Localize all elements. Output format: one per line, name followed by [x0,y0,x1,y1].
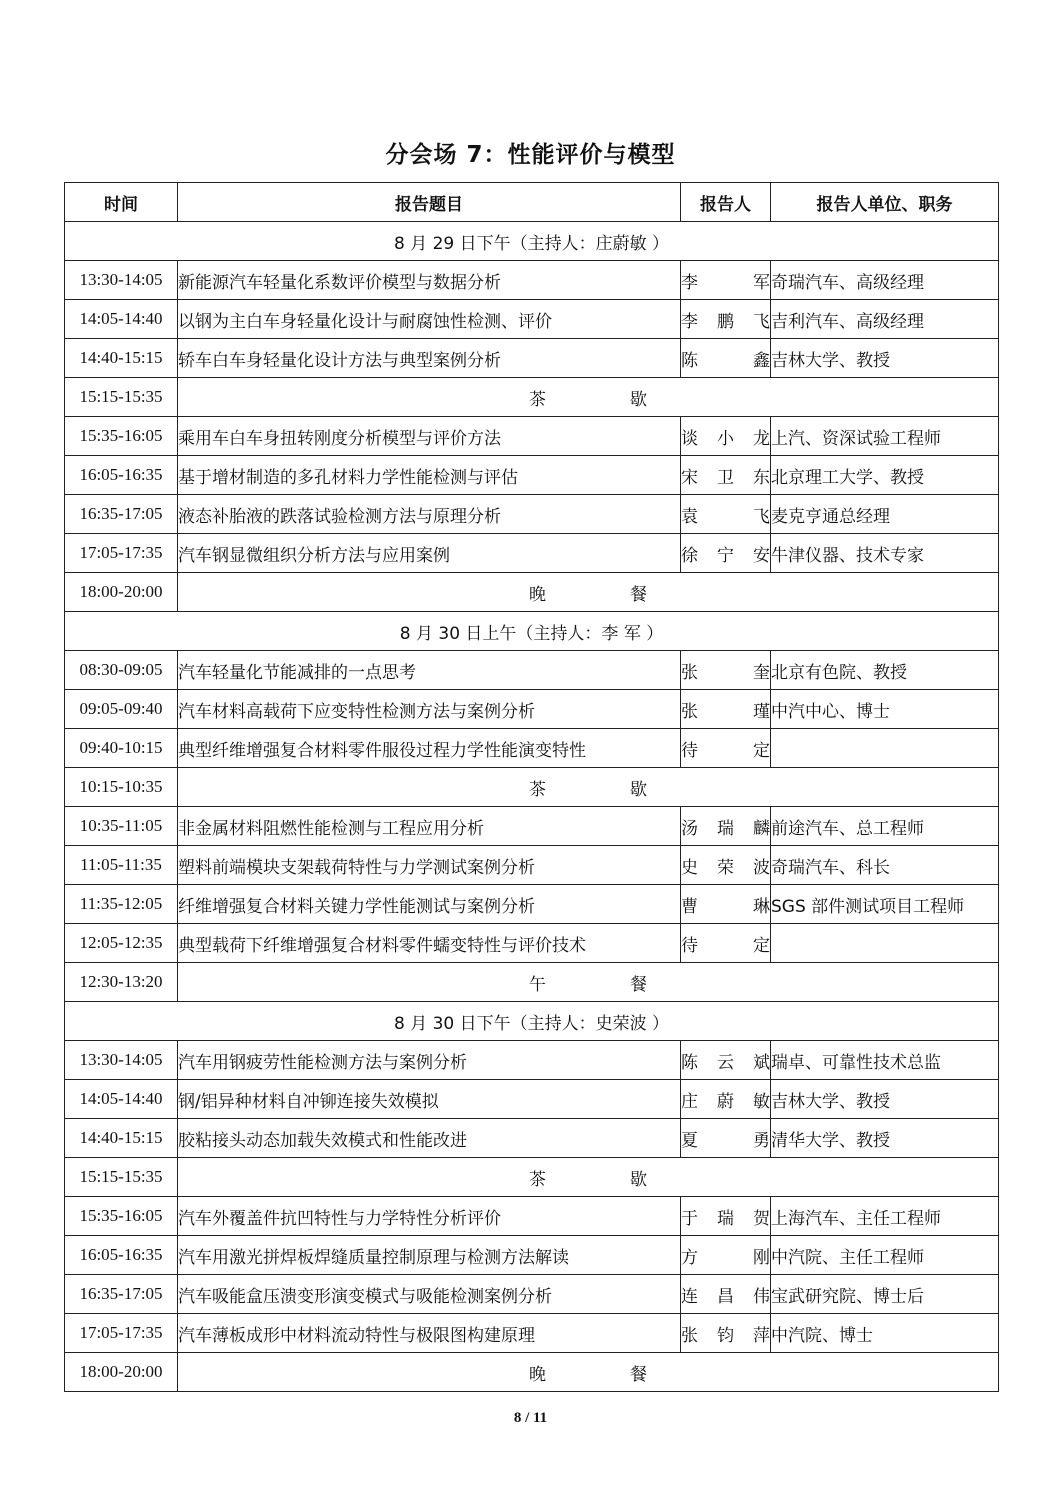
affiliation-cell: 清华大学、教授 [771,1119,999,1158]
time-cell: 11:35-12:05 [65,885,178,924]
speaker-cell [681,1197,771,1236]
speaker-name: 汤瑞麟 [681,818,770,839]
speaker-name: 宋卫东 [681,467,770,488]
talk-row [65,1275,999,1314]
talk-row [65,846,999,885]
header-topic: 报告题目 [178,183,681,222]
topic-cell: 基于增材制造的多孔材料力学性能检测与评估 [178,456,681,495]
page-number: 8 / 11 [513,1410,548,1426]
topic-cell: 以钢为主白车身轻量化设计与耐腐蚀性检测、评价 [178,300,681,339]
time-cell: 16:35-17:05 [65,1275,178,1314]
speaker-name: 待定 [681,935,770,956]
affiliation-cell: 麦克亨通总经理 [771,495,999,534]
talk-row [65,456,999,495]
talk-row [65,1197,999,1236]
topic-cell: 典型纤维增强复合材料零件服役过程力学性能演变特性 [178,729,681,768]
speaker-cell [681,1236,771,1275]
affiliation-cell: 瑞卓、可靠性技术总监 [771,1041,999,1080]
talk-row [65,1119,999,1158]
time-cell: 12:30-13:20 [65,963,178,1002]
break-cell [178,963,999,1002]
header-time: 时间 [65,183,178,222]
talk-row [65,300,999,339]
topic-cell: 新能源汽车轻量化系数评价模型与数据分析 [178,261,681,300]
affiliation-cell: 上海汽车、主任工程师 [771,1197,999,1236]
talk-row [65,729,999,768]
speaker-cell [681,729,771,768]
talk-row [65,1041,999,1080]
time-cell: 16:35-17:05 [65,495,178,534]
speaker-cell [681,339,771,378]
time-cell: 16:05-16:35 [65,456,178,495]
time-cell: 13:30-14:05 [65,1041,178,1080]
topic-cell: 乘用车白车身扭转刚度分析模型与评价方法 [178,417,681,456]
time-cell: 13:30-14:05 [65,261,178,300]
affiliation-cell: 奇瑞汽车、科长 [771,846,999,885]
talk-row [65,807,999,846]
affiliation-cell [771,729,999,768]
speaker-cell [681,1041,771,1080]
affiliation-cell [771,924,999,963]
break-row [65,963,999,1002]
topic-cell: 汽车材料高载荷下应变特性检测方法与案例分析 [178,690,681,729]
time-cell: 09:05-09:40 [65,690,178,729]
topic-cell: 汽车轻量化节能减排的一点思考 [178,651,681,690]
speaker-name: 谈小龙 [681,428,770,449]
header-speaker: 报告人 [681,183,771,222]
topic-cell: 纤维增强复合材料关键力学性能测试与案例分析 [178,885,681,924]
header-affiliation: 报告人单位、职务 [771,183,999,222]
speaker-cell [681,846,771,885]
talk-row [65,885,999,924]
talk-row [65,1080,999,1119]
time-cell: 09:40-10:15 [65,729,178,768]
speaker-name: 庄蔚敏 [681,1091,770,1112]
affiliation-cell: 吉林大学、教授 [771,1080,999,1119]
break-row [65,1353,999,1392]
topic-cell: 非金属材料阻燃性能检测与工程应用分析 [178,807,681,846]
session-row [65,222,999,261]
talk-row [65,1314,999,1353]
affiliation-cell: 牛津仪器、技术专家 [771,534,999,573]
affiliation-cell: 前途汽车、总工程师 [771,807,999,846]
topic-cell: 钢/铝异种材料自冲铆连接失效模拟 [178,1080,681,1119]
speaker-cell [681,495,771,534]
time-cell: 18:00-20:00 [65,573,178,612]
topic-cell: 汽车用钢疲劳性能检测方法与案例分析 [178,1041,681,1080]
time-cell: 15:15-15:35 [65,378,178,417]
break-label: 茶歇 [529,389,647,410]
speaker-name: 张奎 [681,662,770,683]
time-cell: 15:35-16:05 [65,417,178,456]
affiliation-cell: 北京理工大学、教授 [771,456,999,495]
time-cell: 10:35-11:05 [65,807,178,846]
time-cell: 14:05-14:40 [65,1080,178,1119]
break-label: 茶歇 [529,1169,647,1190]
topic-cell: 塑料前端模块支架载荷特性与力学测试案例分析 [178,846,681,885]
topic-cell: 轿车白车身轻量化设计方法与典型案例分析 [178,339,681,378]
break-cell [178,378,999,417]
speaker-cell [681,1275,771,1314]
speaker-name: 徐宁安 [681,545,770,566]
speaker-name: 连昌伟 [681,1286,770,1307]
time-cell: 14:40-15:15 [65,1119,178,1158]
break-cell [178,573,999,612]
affiliation-cell: 上汽、资深试验工程师 [771,417,999,456]
speaker-name: 方刚 [681,1247,770,1268]
break-label: 晚餐 [529,1364,647,1385]
speaker-name: 袁飞 [681,506,770,527]
speaker-name: 于瑞贺 [681,1208,770,1229]
talk-row [65,534,999,573]
affiliation-cell: 中汽中心、博士 [771,690,999,729]
time-cell: 10:15-10:35 [65,768,178,807]
speaker-cell [681,261,771,300]
talk-row [65,1236,999,1275]
time-cell: 14:40-15:15 [65,339,178,378]
speaker-cell [681,456,771,495]
topic-cell: 汽车用激光拼焊板焊缝质量控制原理与检测方法解读 [178,1236,681,1275]
time-cell: 11:05-11:35 [65,846,178,885]
session-label: 8 月 30 日下午（主持人：史荣波 ） [65,1002,999,1041]
topic-cell: 汽车钢显微组织分析方法与应用案例 [178,534,681,573]
time-cell: 18:00-20:00 [65,1353,178,1392]
talk-row [65,417,999,456]
affiliation-cell: 中汽院、主任工程师 [771,1236,999,1275]
time-cell: 15:15-15:35 [65,1158,178,1197]
schedule-table [64,182,999,1392]
affiliation-cell: 北京有色院、教授 [771,651,999,690]
break-label: 茶歇 [529,779,647,800]
break-cell [178,1158,999,1197]
affiliation-cell: 吉利汽车、高级经理 [771,300,999,339]
topic-cell: 汽车吸能盒压溃变形演变模式与吸能检测案例分析 [178,1275,681,1314]
affiliation-cell: 奇瑞汽车、高级经理 [771,261,999,300]
affiliation-cell: SGS 部件测试项目工程师 [771,885,999,924]
time-cell: 08:30-09:05 [65,651,178,690]
break-row [65,1158,999,1197]
talk-row [65,651,999,690]
break-label: 午餐 [529,974,647,995]
talk-row [65,924,999,963]
speaker-name: 李军 [681,272,770,293]
speaker-cell [681,807,771,846]
speaker-name: 陈云斌 [681,1052,770,1073]
break-row [65,573,999,612]
speaker-cell [681,924,771,963]
speaker-name: 陈鑫 [681,350,770,371]
speaker-name: 史荣波 [681,857,770,878]
talk-row [65,261,999,300]
topic-cell: 胶粘接头动态加载失效模式和性能改进 [178,1119,681,1158]
speaker-cell [681,534,771,573]
speaker-name: 夏勇 [681,1130,770,1151]
speaker-cell [681,1119,771,1158]
speaker-cell [681,1080,771,1119]
session-row [65,1002,999,1041]
talk-row [65,690,999,729]
schedule-body [65,222,999,1392]
session-label: 8 月 30 日上午（主持人：李 军 ） [65,612,999,651]
topic-cell: 汽车外覆盖件抗凹特性与力学特性分析评价 [178,1197,681,1236]
break-row [65,768,999,807]
time-cell: 12:05-12:35 [65,924,178,963]
break-row [65,378,999,417]
affiliation-cell: 宝武研究院、博士后 [771,1275,999,1314]
time-cell: 16:05-16:35 [65,1236,178,1275]
talk-row [65,495,999,534]
page-title: 分会场 7：性能评价与模型 [385,142,676,168]
time-cell: 15:35-16:05 [65,1197,178,1236]
speaker-name: 待定 [681,740,770,761]
table-header-row [65,183,999,222]
break-cell [178,1353,999,1392]
speaker-name: 张钧萍 [681,1325,770,1346]
speaker-name: 曹琳 [681,896,770,917]
session-label: 8 月 29 日下午（主持人：庄蔚敏 ） [65,222,999,261]
speaker-cell [681,885,771,924]
speaker-cell [681,300,771,339]
topic-cell: 液态补胎液的跌落试验检测方法与原理分析 [178,495,681,534]
speaker-name: 张瑾 [681,701,770,722]
topic-cell: 典型载荷下纤维增强复合材料零件蠕变特性与评价技术 [178,924,681,963]
topic-cell: 汽车薄板成形中材料流动特性与极限图构建原理 [178,1314,681,1353]
break-label: 晚餐 [529,584,647,605]
session-row [65,612,999,651]
speaker-cell [681,1314,771,1353]
speaker-name: 李鹏飞 [681,311,770,332]
time-cell: 17:05-17:35 [65,534,178,573]
time-cell: 14:05-14:40 [65,300,178,339]
affiliation-cell: 中汽院、博士 [771,1314,999,1353]
time-cell: 17:05-17:35 [65,1314,178,1353]
affiliation-cell: 吉林大学、教授 [771,339,999,378]
talk-row [65,339,999,378]
speaker-cell [681,690,771,729]
speaker-cell [681,417,771,456]
break-cell [178,768,999,807]
speaker-cell [681,651,771,690]
